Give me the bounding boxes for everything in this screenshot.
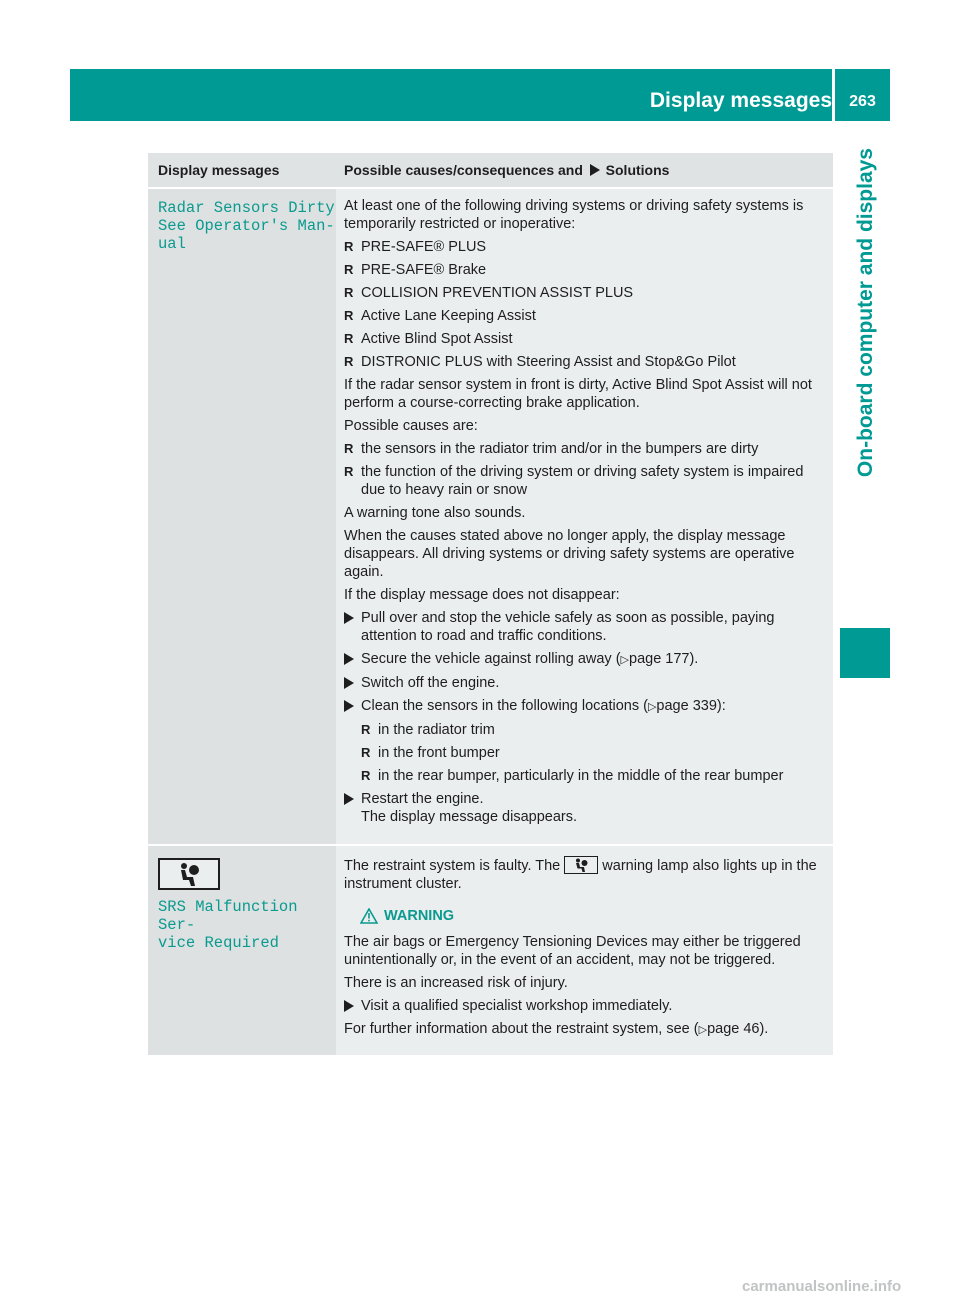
col2-header-tail: Solutions	[605, 162, 670, 178]
list-item-text: Active Lane Keeping Assist	[361, 308, 536, 324]
message-line: SRS Malfunction Ser‑	[158, 898, 298, 934]
warning-text: The air bags or Emergency Tensioning Devices may either be triggered unintentionally or, in the event of an accident, may not be triggered.	[344, 934, 801, 968]
action-step	[344, 674, 827, 692]
message-line: ual	[158, 235, 186, 253]
solution-cell	[336, 845, 833, 1055]
bullet-icon: R	[344, 308, 354, 323]
action-arrow-icon	[344, 612, 354, 624]
list-item	[344, 261, 827, 279]
col-header-causes	[336, 153, 833, 188]
action-arrow-icon	[344, 677, 354, 689]
airbag-warning-icon	[158, 858, 220, 890]
action-step	[344, 697, 827, 716]
message-line: See Operator's Man‑	[158, 217, 335, 235]
action-arrow-icon	[344, 653, 354, 665]
header-title: Display messages	[649, 89, 832, 112]
col-header-display-messages	[148, 153, 336, 188]
list-item-text: the sensors in the radiator trim and/or in the bumpers are dirty	[361, 441, 759, 457]
list-item-text: the function of the driving system or driving safety system is impaired due to heavy rain or snow	[361, 464, 804, 498]
page-reference-link[interactable]: page 177).	[629, 651, 699, 667]
intro-text: At least one of the following driving systems or driving safety systems is temporarily restricted or inoperative:	[344, 198, 804, 232]
causes-intro: Possible causes are:	[344, 418, 478, 434]
action-arrow-icon	[344, 1000, 354, 1012]
list-item-text: PRE-SAFE® Brake	[361, 262, 487, 278]
bullet-icon: R	[344, 331, 354, 346]
col1-header-text: Display messages	[158, 162, 280, 178]
list-item	[344, 330, 827, 348]
page-reference-link[interactable]: page 339):	[656, 698, 726, 714]
list-item	[344, 284, 827, 302]
bullet-icon: R	[361, 745, 371, 760]
page-number: 263	[849, 93, 876, 110]
list-item-text: in the rear bumper, particularly in the middle of the rear bumper	[378, 768, 784, 784]
list-item	[344, 721, 827, 739]
warning-triangle-icon	[360, 908, 378, 924]
risk-text: There is an increased risk of injury.	[344, 975, 568, 991]
page-reference-link[interactable]: page 46).	[707, 1021, 769, 1037]
list-item	[344, 353, 827, 371]
list-item-text: DISTRONIC PLUS with Steering Assist and Stop&Go Pilot	[361, 354, 736, 370]
fault-text	[344, 856, 827, 893]
list-item-text: PRE-SAFE® PLUS	[361, 239, 487, 255]
action-arrow-icon	[590, 164, 600, 176]
airbag-warning-icon	[564, 856, 598, 874]
not-disappear-text: If the display message does not disappear:	[344, 587, 620, 603]
table-header-row	[148, 153, 833, 188]
page-header	[70, 69, 890, 121]
footer-watermark: carmanualsonline.info	[742, 1278, 902, 1295]
action-arrow-icon	[344, 793, 354, 805]
bullet-icon: R	[344, 239, 354, 254]
action-step	[344, 609, 827, 645]
section-marker	[840, 628, 890, 678]
list-item-text: COLLISION PREVENTION ASSIST PLUS	[361, 285, 634, 301]
bullet-icon: R	[361, 768, 371, 783]
dirty-note: If the radar sensor system in front is dirty, Active Blind Spot Assist will not perform a course-correcting brake application.	[344, 377, 812, 411]
display-messages-table	[148, 153, 833, 1055]
action-text: Visit a qualified specialist workshop immediately.	[361, 998, 673, 1014]
action-text: Restart the engine.	[361, 791, 484, 807]
page-ref-icon: ▷	[698, 1024, 708, 1036]
list-item-text: Active Blind Spot Assist	[361, 331, 513, 347]
action-step	[344, 790, 827, 826]
bullet-icon: R	[344, 354, 354, 369]
action-text: Switch off the engine.	[361, 675, 500, 691]
action-text: Secure the vehicle against rolling away (	[361, 651, 621, 667]
action-arrow-icon	[344, 700, 354, 712]
fault-text-pre: The restraint system is faulty. The	[344, 858, 561, 874]
warning-label: WARNING	[384, 908, 455, 924]
message-cell	[148, 188, 336, 845]
solution-cell	[336, 188, 833, 845]
list-item	[344, 307, 827, 325]
tone-text: A warning tone also sounds.	[344, 505, 526, 521]
message-cell	[148, 845, 336, 1055]
action-result: The display message disappears.	[361, 809, 578, 825]
list-item	[344, 440, 827, 458]
bullet-icon: R	[344, 285, 354, 300]
action-text: Pull over and stop the vehicle safely as soon as possible, paying attention to road and traffic conditions.	[361, 610, 775, 644]
bullet-icon: R	[344, 262, 354, 277]
col2-header-text: Possible causes/consequences and	[344, 162, 583, 178]
action-step	[344, 650, 827, 669]
list-item	[344, 463, 827, 499]
table-row	[148, 845, 833, 1055]
list-item-text: in the front bumper	[378, 745, 500, 761]
further-info	[344, 1020, 827, 1039]
action-step	[344, 997, 827, 1015]
page-ref-icon: ▷	[620, 654, 629, 666]
list-item	[344, 238, 827, 256]
message-line: vice Required	[158, 934, 279, 952]
table-row	[148, 188, 833, 845]
warning-heading	[344, 907, 827, 925]
list-item	[344, 767, 827, 785]
bullet-icon: R	[344, 441, 354, 456]
action-text: Clean the sensors in the following locations (	[361, 698, 648, 714]
side-tab-label: On-board computer and displays	[854, 148, 877, 478]
fault-text-post: warning lamp also lights up in the instrument cluster.	[344, 858, 817, 892]
list-item-text: in the radiator trim	[378, 722, 495, 738]
page-ref-icon: ▷	[647, 701, 657, 713]
further-info-text: For further information about the restraint system, see (	[344, 1021, 699, 1037]
message-line: Radar Sensors Dirty	[158, 199, 335, 217]
bullet-icon: R	[361, 722, 371, 737]
list-item	[344, 744, 827, 762]
bullet-icon: R	[344, 464, 354, 479]
resolved-text: When the causes stated above no longer apply, the display message disappears. All driving systems or driving safety systems are operative again.	[344, 528, 795, 580]
